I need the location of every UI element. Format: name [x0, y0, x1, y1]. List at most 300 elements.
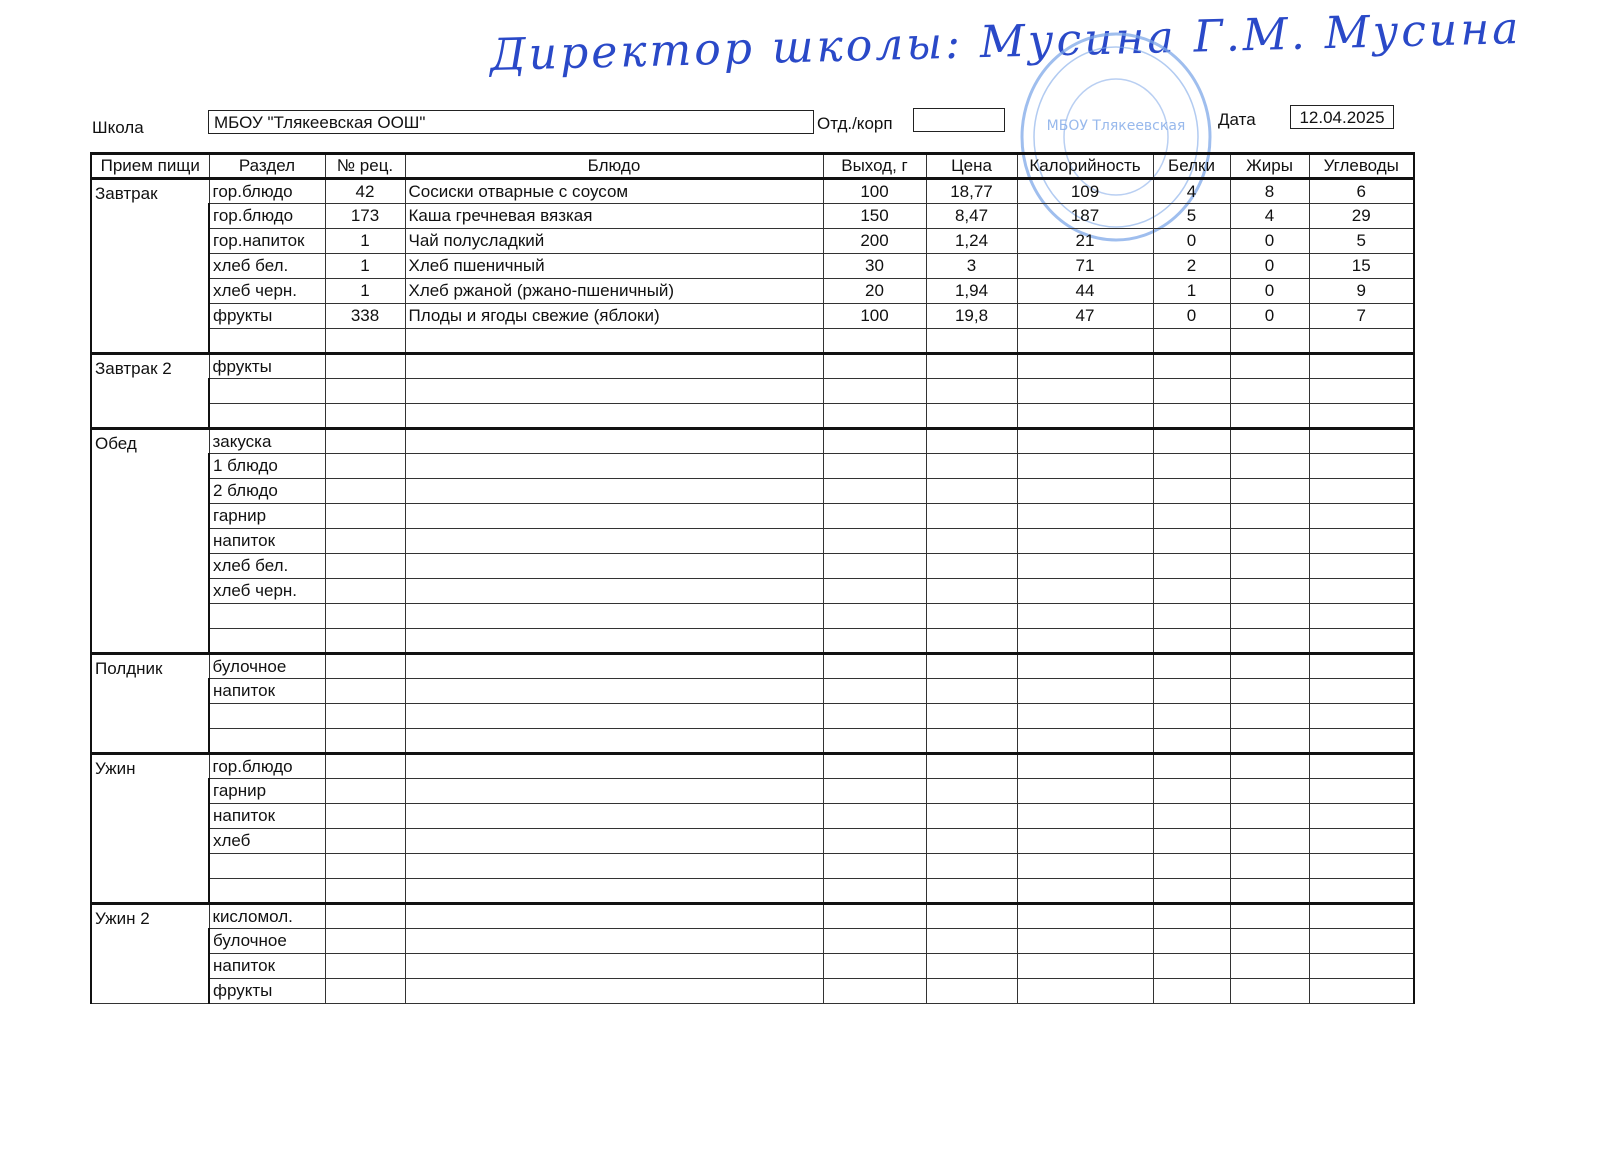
yield-cell: [823, 529, 926, 554]
recipe-cell: 42: [325, 179, 405, 204]
carbs-cell: [1309, 329, 1414, 354]
recipe-cell: [325, 554, 405, 579]
table-row: [91, 854, 1414, 879]
price-cell: [926, 529, 1017, 554]
recipe-cell: [325, 804, 405, 829]
protein-cell: [1153, 929, 1230, 954]
yield-cell: [823, 779, 926, 804]
carbs-cell: [1309, 979, 1414, 1004]
carbs-cell: 9: [1309, 279, 1414, 304]
price-cell: 19,8: [926, 304, 1017, 329]
carbs-cell: [1309, 479, 1414, 504]
price-cell: [926, 554, 1017, 579]
price-cell: [926, 954, 1017, 979]
signature-text: Директор школы: Мусина Г.М. Мусина: [489, 3, 1523, 81]
carbs-cell: [1309, 904, 1414, 929]
dish-cell: [405, 604, 823, 629]
table-row: [91, 379, 1414, 404]
carbs-cell: [1309, 579, 1414, 604]
yield-cell: 20: [823, 279, 926, 304]
protein-cell: [1153, 704, 1230, 729]
carbs-cell: [1309, 879, 1414, 904]
calories-cell: [1017, 379, 1153, 404]
fat-cell: [1230, 929, 1309, 954]
price-cell: [926, 479, 1017, 504]
carbs-cell: [1309, 354, 1414, 379]
stamp-text: МБОУ Тлякеевская: [1046, 118, 1186, 134]
meal-cell: Полдник: [91, 654, 209, 754]
carbs-cell: 6: [1309, 179, 1414, 204]
price-cell: [926, 454, 1017, 479]
yield-cell: [823, 654, 926, 679]
dish-cell: [405, 404, 823, 429]
date-field: 12.04.2025: [1290, 105, 1394, 129]
school-label: Школа: [92, 118, 144, 137]
table-row: [91, 679, 1414, 704]
carbs-cell: [1309, 929, 1414, 954]
section-cell: фрукты: [209, 304, 325, 329]
section-cell: [209, 704, 325, 729]
fat-cell: [1230, 429, 1309, 454]
table-row: [91, 629, 1414, 654]
section-cell: закуска: [209, 429, 325, 454]
table-row: [91, 404, 1414, 429]
protein-cell: [1153, 629, 1230, 654]
yield-cell: [823, 954, 926, 979]
table-row: [91, 879, 1414, 904]
protein-cell: [1153, 779, 1230, 804]
carbs-cell: [1309, 529, 1414, 554]
protein-cell: 4: [1153, 179, 1230, 204]
fat-cell: [1230, 729, 1309, 754]
section-cell: гор.блюдо: [209, 754, 325, 779]
table-row: [91, 279, 1414, 304]
fat-cell: [1230, 604, 1309, 629]
dish-cell: [405, 804, 823, 829]
fat-cell: [1230, 654, 1309, 679]
carbs-cell: 15: [1309, 254, 1414, 279]
dish-cell: [405, 779, 823, 804]
protein-cell: 1: [1153, 279, 1230, 304]
fat-cell: [1230, 679, 1309, 704]
table-row: [91, 604, 1414, 629]
price-cell: [926, 879, 1017, 904]
dish-cell: Плоды и ягоды свежие (яблоки): [405, 304, 823, 329]
price-cell: 1,24: [926, 229, 1017, 254]
dish-cell: [405, 454, 823, 479]
document-header: [92, 110, 1422, 140]
yield-cell: [823, 504, 926, 529]
yield-cell: [823, 479, 926, 504]
price-cell: [926, 979, 1017, 1004]
yield-cell: [823, 704, 926, 729]
table-row: [91, 704, 1414, 729]
recipe-cell: [325, 529, 405, 554]
recipe-cell: [325, 604, 405, 629]
protein-cell: [1153, 654, 1230, 679]
table-row: [91, 429, 1414, 454]
fat-cell: [1230, 629, 1309, 654]
price-cell: [926, 579, 1017, 604]
price-cell: [926, 379, 1017, 404]
calories-cell: [1017, 729, 1153, 754]
carbs-cell: [1309, 679, 1414, 704]
table-row: [91, 454, 1414, 479]
dish-cell: [405, 679, 823, 704]
yield-cell: 200: [823, 229, 926, 254]
dish-cell: [405, 854, 823, 879]
recipe-cell: [325, 954, 405, 979]
col-meal: Прием пищи: [91, 154, 209, 179]
calories-cell: [1017, 529, 1153, 554]
section-cell: [209, 404, 325, 429]
fat-cell: [1230, 579, 1309, 604]
calories-cell: [1017, 629, 1153, 654]
protein-cell: [1153, 454, 1230, 479]
calories-cell: [1017, 929, 1153, 954]
dish-cell: [405, 479, 823, 504]
section-cell: хлеб черн.: [209, 579, 325, 604]
dish-cell: [405, 504, 823, 529]
recipe-cell: [325, 504, 405, 529]
fat-cell: 0: [1230, 279, 1309, 304]
fat-cell: 0: [1230, 304, 1309, 329]
table-row: [91, 904, 1414, 929]
dish-cell: Сосиски отварные с соусом: [405, 179, 823, 204]
protein-cell: 2: [1153, 254, 1230, 279]
fat-cell: [1230, 804, 1309, 829]
yield-cell: 100: [823, 179, 926, 204]
price-cell: [926, 854, 1017, 879]
col-fat: Жиры: [1230, 154, 1309, 179]
col-dish: Блюдо: [405, 154, 823, 179]
protein-cell: [1153, 854, 1230, 879]
section-cell: кисломол.: [209, 904, 325, 929]
calories-cell: [1017, 654, 1153, 679]
table-row: [91, 754, 1414, 779]
section-cell: гор.блюдо: [209, 179, 325, 204]
calories-cell: 21: [1017, 229, 1153, 254]
table-row: [91, 229, 1414, 254]
yield-cell: [823, 829, 926, 854]
table-row: [91, 354, 1414, 379]
fat-cell: [1230, 704, 1309, 729]
dept-field: [913, 108, 1005, 132]
section-cell: 1 блюдо: [209, 454, 325, 479]
calories-cell: [1017, 404, 1153, 429]
recipe-cell: [325, 779, 405, 804]
dish-cell: Хлеб пшеничный: [405, 254, 823, 279]
fat-cell: [1230, 479, 1309, 504]
fat-cell: [1230, 879, 1309, 904]
table-row: [91, 204, 1414, 229]
section-cell: гор.напиток: [209, 229, 325, 254]
protein-cell: [1153, 729, 1230, 754]
dish-cell: [405, 654, 823, 679]
table-row: [91, 729, 1414, 754]
carbs-cell: [1309, 654, 1414, 679]
calories-cell: [1017, 604, 1153, 629]
calories-cell: 47: [1017, 304, 1153, 329]
fat-cell: [1230, 854, 1309, 879]
calories-cell: [1017, 804, 1153, 829]
table-row: [91, 479, 1414, 504]
recipe-cell: [325, 429, 405, 454]
carbs-cell: [1309, 754, 1414, 779]
table-row: [91, 929, 1414, 954]
price-cell: [926, 729, 1017, 754]
protein-cell: [1153, 604, 1230, 629]
fat-cell: [1230, 554, 1309, 579]
carbs-cell: [1309, 854, 1414, 879]
calories-cell: [1017, 579, 1153, 604]
yield-cell: [823, 854, 926, 879]
price-cell: 3: [926, 254, 1017, 279]
carbs-cell: [1309, 504, 1414, 529]
calories-cell: [1017, 704, 1153, 729]
yield-cell: 150: [823, 204, 926, 229]
section-cell: напиток: [209, 954, 325, 979]
recipe-cell: [325, 454, 405, 479]
fat-cell: [1230, 454, 1309, 479]
table-row: [91, 804, 1414, 829]
carbs-cell: [1309, 604, 1414, 629]
dish-cell: [405, 754, 823, 779]
section-cell: хлеб черн.: [209, 279, 325, 304]
recipe-cell: [325, 904, 405, 929]
yield-cell: [823, 354, 926, 379]
calories-cell: [1017, 354, 1153, 379]
fat-cell: [1230, 904, 1309, 929]
price-cell: [926, 329, 1017, 354]
protein-cell: [1153, 379, 1230, 404]
recipe-cell: 338: [325, 304, 405, 329]
recipe-cell: 1: [325, 254, 405, 279]
dept-label: Отд./корп: [817, 114, 893, 133]
protein-cell: [1153, 354, 1230, 379]
dish-cell: [405, 554, 823, 579]
price-cell: 18,77: [926, 179, 1017, 204]
section-cell: 2 блюдо: [209, 479, 325, 504]
yield-cell: [823, 329, 926, 354]
table-row: [91, 954, 1414, 979]
yield-cell: [823, 679, 926, 704]
yield-cell: [823, 979, 926, 1004]
calories-cell: 44: [1017, 279, 1153, 304]
section-cell: хлеб: [209, 829, 325, 854]
calories-cell: [1017, 779, 1153, 804]
section-cell: [209, 604, 325, 629]
protein-cell: [1153, 679, 1230, 704]
carbs-cell: [1309, 554, 1414, 579]
table-row: [91, 779, 1414, 804]
yield-cell: [823, 929, 926, 954]
protein-cell: [1153, 329, 1230, 354]
recipe-cell: [325, 829, 405, 854]
dish-cell: [405, 529, 823, 554]
carbs-cell: 5: [1309, 229, 1414, 254]
protein-cell: [1153, 954, 1230, 979]
fat-cell: [1230, 404, 1309, 429]
carbs-cell: [1309, 954, 1414, 979]
section-cell: [209, 879, 325, 904]
meal-cell: Обед: [91, 429, 209, 654]
dish-cell: [405, 829, 823, 854]
protein-cell: [1153, 979, 1230, 1004]
protein-cell: 0: [1153, 304, 1230, 329]
recipe-cell: [325, 704, 405, 729]
table-row: [91, 179, 1414, 204]
recipe-cell: [325, 879, 405, 904]
recipe-cell: [325, 629, 405, 654]
calories-cell: [1017, 979, 1153, 1004]
col-section: Раздел: [209, 154, 325, 179]
calories-cell: [1017, 679, 1153, 704]
carbs-cell: [1309, 779, 1414, 804]
table-row: [91, 829, 1414, 854]
fat-cell: 8: [1230, 179, 1309, 204]
calories-cell: 109: [1017, 179, 1153, 204]
yield-cell: [823, 879, 926, 904]
price-cell: [926, 429, 1017, 454]
recipe-cell: [325, 354, 405, 379]
calories-cell: [1017, 854, 1153, 879]
dish-cell: [405, 904, 823, 929]
carbs-cell: [1309, 804, 1414, 829]
price-cell: [926, 704, 1017, 729]
protein-cell: [1153, 754, 1230, 779]
yield-cell: [823, 454, 926, 479]
col-protein: Белки: [1153, 154, 1230, 179]
table-row: [91, 579, 1414, 604]
director-signature: [489, 3, 1523, 102]
dish-cell: [405, 954, 823, 979]
yield-cell: 30: [823, 254, 926, 279]
col-calories: Калорийность: [1017, 154, 1153, 179]
protein-cell: [1153, 904, 1230, 929]
price-cell: [926, 629, 1017, 654]
table-row: [91, 504, 1414, 529]
recipe-cell: [325, 404, 405, 429]
recipe-cell: 173: [325, 204, 405, 229]
dish-cell: [405, 354, 823, 379]
table-row: [91, 979, 1414, 1004]
yield-cell: [823, 404, 926, 429]
carbs-cell: [1309, 429, 1414, 454]
yield-cell: [823, 579, 926, 604]
yield-cell: [823, 904, 926, 929]
table-row: [91, 329, 1414, 354]
calories-cell: [1017, 454, 1153, 479]
price-cell: [926, 929, 1017, 954]
dish-cell: [405, 729, 823, 754]
protein-cell: 0: [1153, 229, 1230, 254]
date-label: Дата: [1218, 110, 1256, 129]
meal-cell: Ужин 2: [91, 904, 209, 1004]
calories-cell: [1017, 829, 1153, 854]
protein-cell: [1153, 554, 1230, 579]
dish-cell: [405, 979, 823, 1004]
table-row: [91, 304, 1414, 329]
calories-cell: [1017, 479, 1153, 504]
recipe-cell: [325, 729, 405, 754]
dish-cell: Чай полусладкий: [405, 229, 823, 254]
dish-cell: [405, 329, 823, 354]
meal-cell: Завтрак: [91, 179, 209, 354]
section-cell: напиток: [209, 679, 325, 704]
price-cell: [926, 654, 1017, 679]
carbs-cell: 7: [1309, 304, 1414, 329]
table-row: [91, 654, 1414, 679]
price-cell: [926, 779, 1017, 804]
dish-cell: [405, 579, 823, 604]
yield-cell: [823, 729, 926, 754]
carbs-cell: [1309, 404, 1414, 429]
dish-cell: Каша гречневая вязкая: [405, 204, 823, 229]
recipe-cell: [325, 754, 405, 779]
section-cell: напиток: [209, 804, 325, 829]
price-cell: [926, 804, 1017, 829]
fat-cell: [1230, 779, 1309, 804]
protein-cell: [1153, 829, 1230, 854]
yield-cell: [823, 754, 926, 779]
fat-cell: [1230, 979, 1309, 1004]
fat-cell: [1230, 504, 1309, 529]
calories-cell: [1017, 879, 1153, 904]
yield-cell: [823, 554, 926, 579]
section-cell: [209, 629, 325, 654]
recipe-cell: [325, 654, 405, 679]
yield-cell: [823, 429, 926, 454]
section-cell: булочное: [209, 654, 325, 679]
calories-cell: [1017, 429, 1153, 454]
carbs-cell: [1309, 829, 1414, 854]
section-cell: хлеб бел.: [209, 254, 325, 279]
menu-table: [90, 152, 1415, 1004]
section-cell: [209, 854, 325, 879]
recipe-cell: [325, 929, 405, 954]
price-cell: [926, 679, 1017, 704]
recipe-cell: [325, 979, 405, 1004]
protein-cell: [1153, 804, 1230, 829]
recipe-cell: 1: [325, 229, 405, 254]
fat-cell: [1230, 529, 1309, 554]
price-cell: [926, 904, 1017, 929]
section-cell: [209, 329, 325, 354]
dish-cell: [405, 929, 823, 954]
recipe-cell: [325, 329, 405, 354]
carbs-cell: [1309, 704, 1414, 729]
recipe-cell: [325, 854, 405, 879]
meal-cell: Ужин: [91, 754, 209, 904]
price-cell: 1,94: [926, 279, 1017, 304]
section-cell: гарнир: [209, 504, 325, 529]
yield-cell: [823, 629, 926, 654]
table-row: [91, 529, 1414, 554]
section-cell: [209, 729, 325, 754]
section-cell: гор.блюдо: [209, 204, 325, 229]
protein-cell: [1153, 479, 1230, 504]
price-cell: [926, 404, 1017, 429]
yield-cell: [823, 604, 926, 629]
dish-cell: [405, 704, 823, 729]
section-cell: булочное: [209, 929, 325, 954]
fat-cell: [1230, 354, 1309, 379]
section-cell: фрукты: [209, 979, 325, 1004]
carbs-cell: [1309, 379, 1414, 404]
section-cell: гарнир: [209, 779, 325, 804]
protein-cell: [1153, 404, 1230, 429]
